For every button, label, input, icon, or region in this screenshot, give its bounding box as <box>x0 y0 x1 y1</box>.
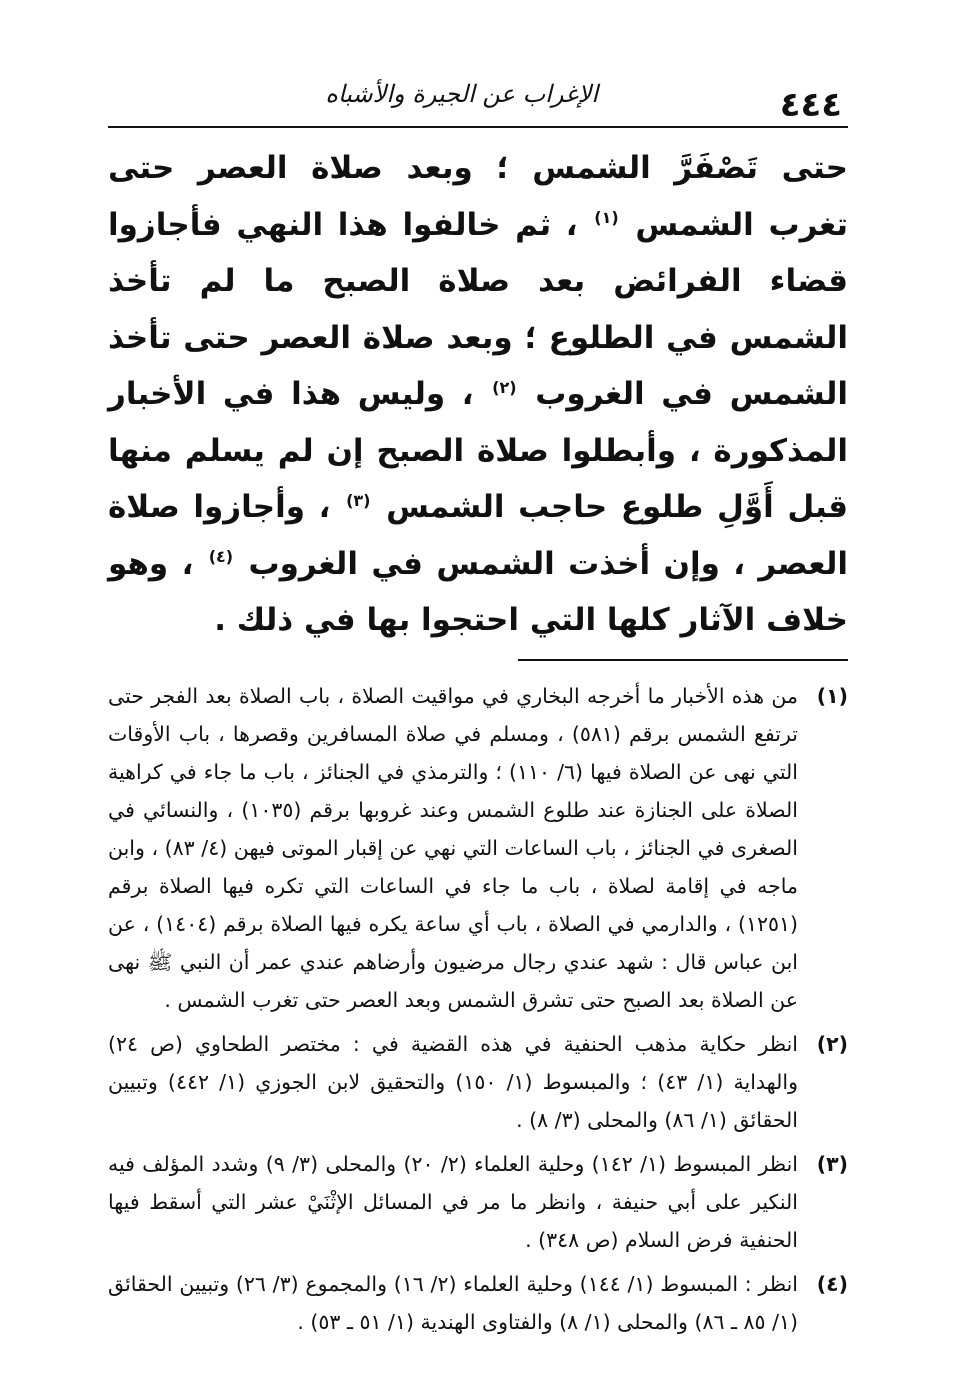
main-text-segment: ، وأجازوا صلاة العصر ، وإن أخذت الشمس في الغروب <box>108 489 848 582</box>
main-text <box>108 140 848 649</box>
footnotes <box>108 677 848 1341</box>
page-header <box>108 60 848 128</box>
footnote <box>108 1265 848 1341</box>
footnote-number: (١) <box>816 683 848 708</box>
main-text-segment: ، وهو خلاف الآثار كلها التي احتجوا بها في ذلك . <box>108 545 848 638</box>
footnote-text: انظر حكاية مذهب الحنفية في هذه القضية في : مختصر الطحاوي (ص ٢٤) والهداية (١/ ٤٣) ؛ والمبسوط (١/ ١٥٠) والتحقيق لابن الجوزي (١/ ٤٤٢) وتبيين الحقائق (١/ ٨٦) والمحلى (٣/ ٨) . <box>108 1031 798 1132</box>
main-text-segment: ، وليس هذا في الأخبار المذكورة ، وأبطلوا صلاة الصبح إن لم يسلم منها قبل أَوَّلِ طلوع حاجب الشمس <box>108 376 848 525</box>
footnote-number: (٣) <box>816 1151 848 1176</box>
footnote-ref-4: (٤) <box>208 547 234 567</box>
page-number: ٤٤٤ <box>779 85 842 125</box>
footnote-ref-1: (١) <box>594 208 619 228</box>
main-text-segment: حتى تَصْفَرَّ الشمس ؛ وبعد صلاة العصر حتى تغرب الشمس <box>108 150 849 243</box>
footnote <box>108 1145 848 1259</box>
footnote-text: انظر : المبسوط (١/ ١٤٤) وحلية العلماء (٢/ ١٦) والمجموع (٣/ ٢٦) وتبيين الحقائق (١/ ٨٥ ـ ٨٦) والمحلى (١/ ٨) والفتاوى الهندية (١/ ٥١ ـ ٥٣) . <box>108 1271 798 1334</box>
footnote <box>108 677 848 1019</box>
footnote-number: (٤) <box>816 1271 848 1296</box>
footnote-number: (٢) <box>816 1031 848 1056</box>
footnote-ref-3: (٣) <box>346 490 371 510</box>
header-rule <box>108 126 848 128</box>
footnote-text: انظر المبسوط (١/ ١٤٢) وحلية العلماء (٢/ ٢٠) والمحلى (٣/ ٩) وشدد المؤلف فيه النكير على أبي حنيفة ، وانظر ما مر في المسائل الإثْنَيْ عشر التي أسقط فيها الحنفية فرض السلام (ص ٣٤٨) . <box>108 1151 798 1252</box>
book-page <box>108 60 848 1347</box>
footnotes-separator <box>518 659 848 661</box>
running-title: الإغراب عن الجيرة والأشباه <box>325 80 598 108</box>
footnote <box>108 1025 848 1139</box>
footnote-ref-2: (٢) <box>492 377 517 397</box>
footnote-text: من هذه الأخبار ما أخرجه البخاري في مواقيت الصلاة ، باب الصلاة بعد الفجر حتى ترتفع الشمس برقم (٥٨١) ، ومسلم في صلاة المسافرين وقصرها ، باب الأوقات التي نهى عن الصلاة فيها (٦/ ١١٠) ؛ والترمذي في الجنائز ، باب ما جاء في كراهية الصلاة على الجنازة عند طلوع الشمس وعند غروبها برقم (١٠٣٥) ، والنسائي في الصغرى في الجنائز ، باب الساعات التي نهي عن إقبار الموتى فيهن (٤/ ٨٣) ، وابن ماجه في إقامة لصلاة ، باب ما جاء في الساعات التي تكره فيها الصلاة برقم (١٢٥١) ، والدارمي في الصلاة ، باب أي ساعة يكره فيها الصلاة برقم (١٤٠٤) ، عن ابن عباس قال : شهد عندي رجال مرضيون وأرضاهم عندي عمر أن النبي ﷺ نهى عن الصلاة بعد الصبح حتى تشرق الشمس وبعد العصر حتى تغرب الشمس . <box>108 683 798 1012</box>
main-text-segment: ، ثم خالفوا هذا النهي فأجازوا قضاء الفرائض بعد صلاة الصبح ما لم تأخذ الشمس في الطلوع ؛ وبعد صلاة العصر حتى تأخذ الشمس في الغروب <box>108 206 848 412</box>
